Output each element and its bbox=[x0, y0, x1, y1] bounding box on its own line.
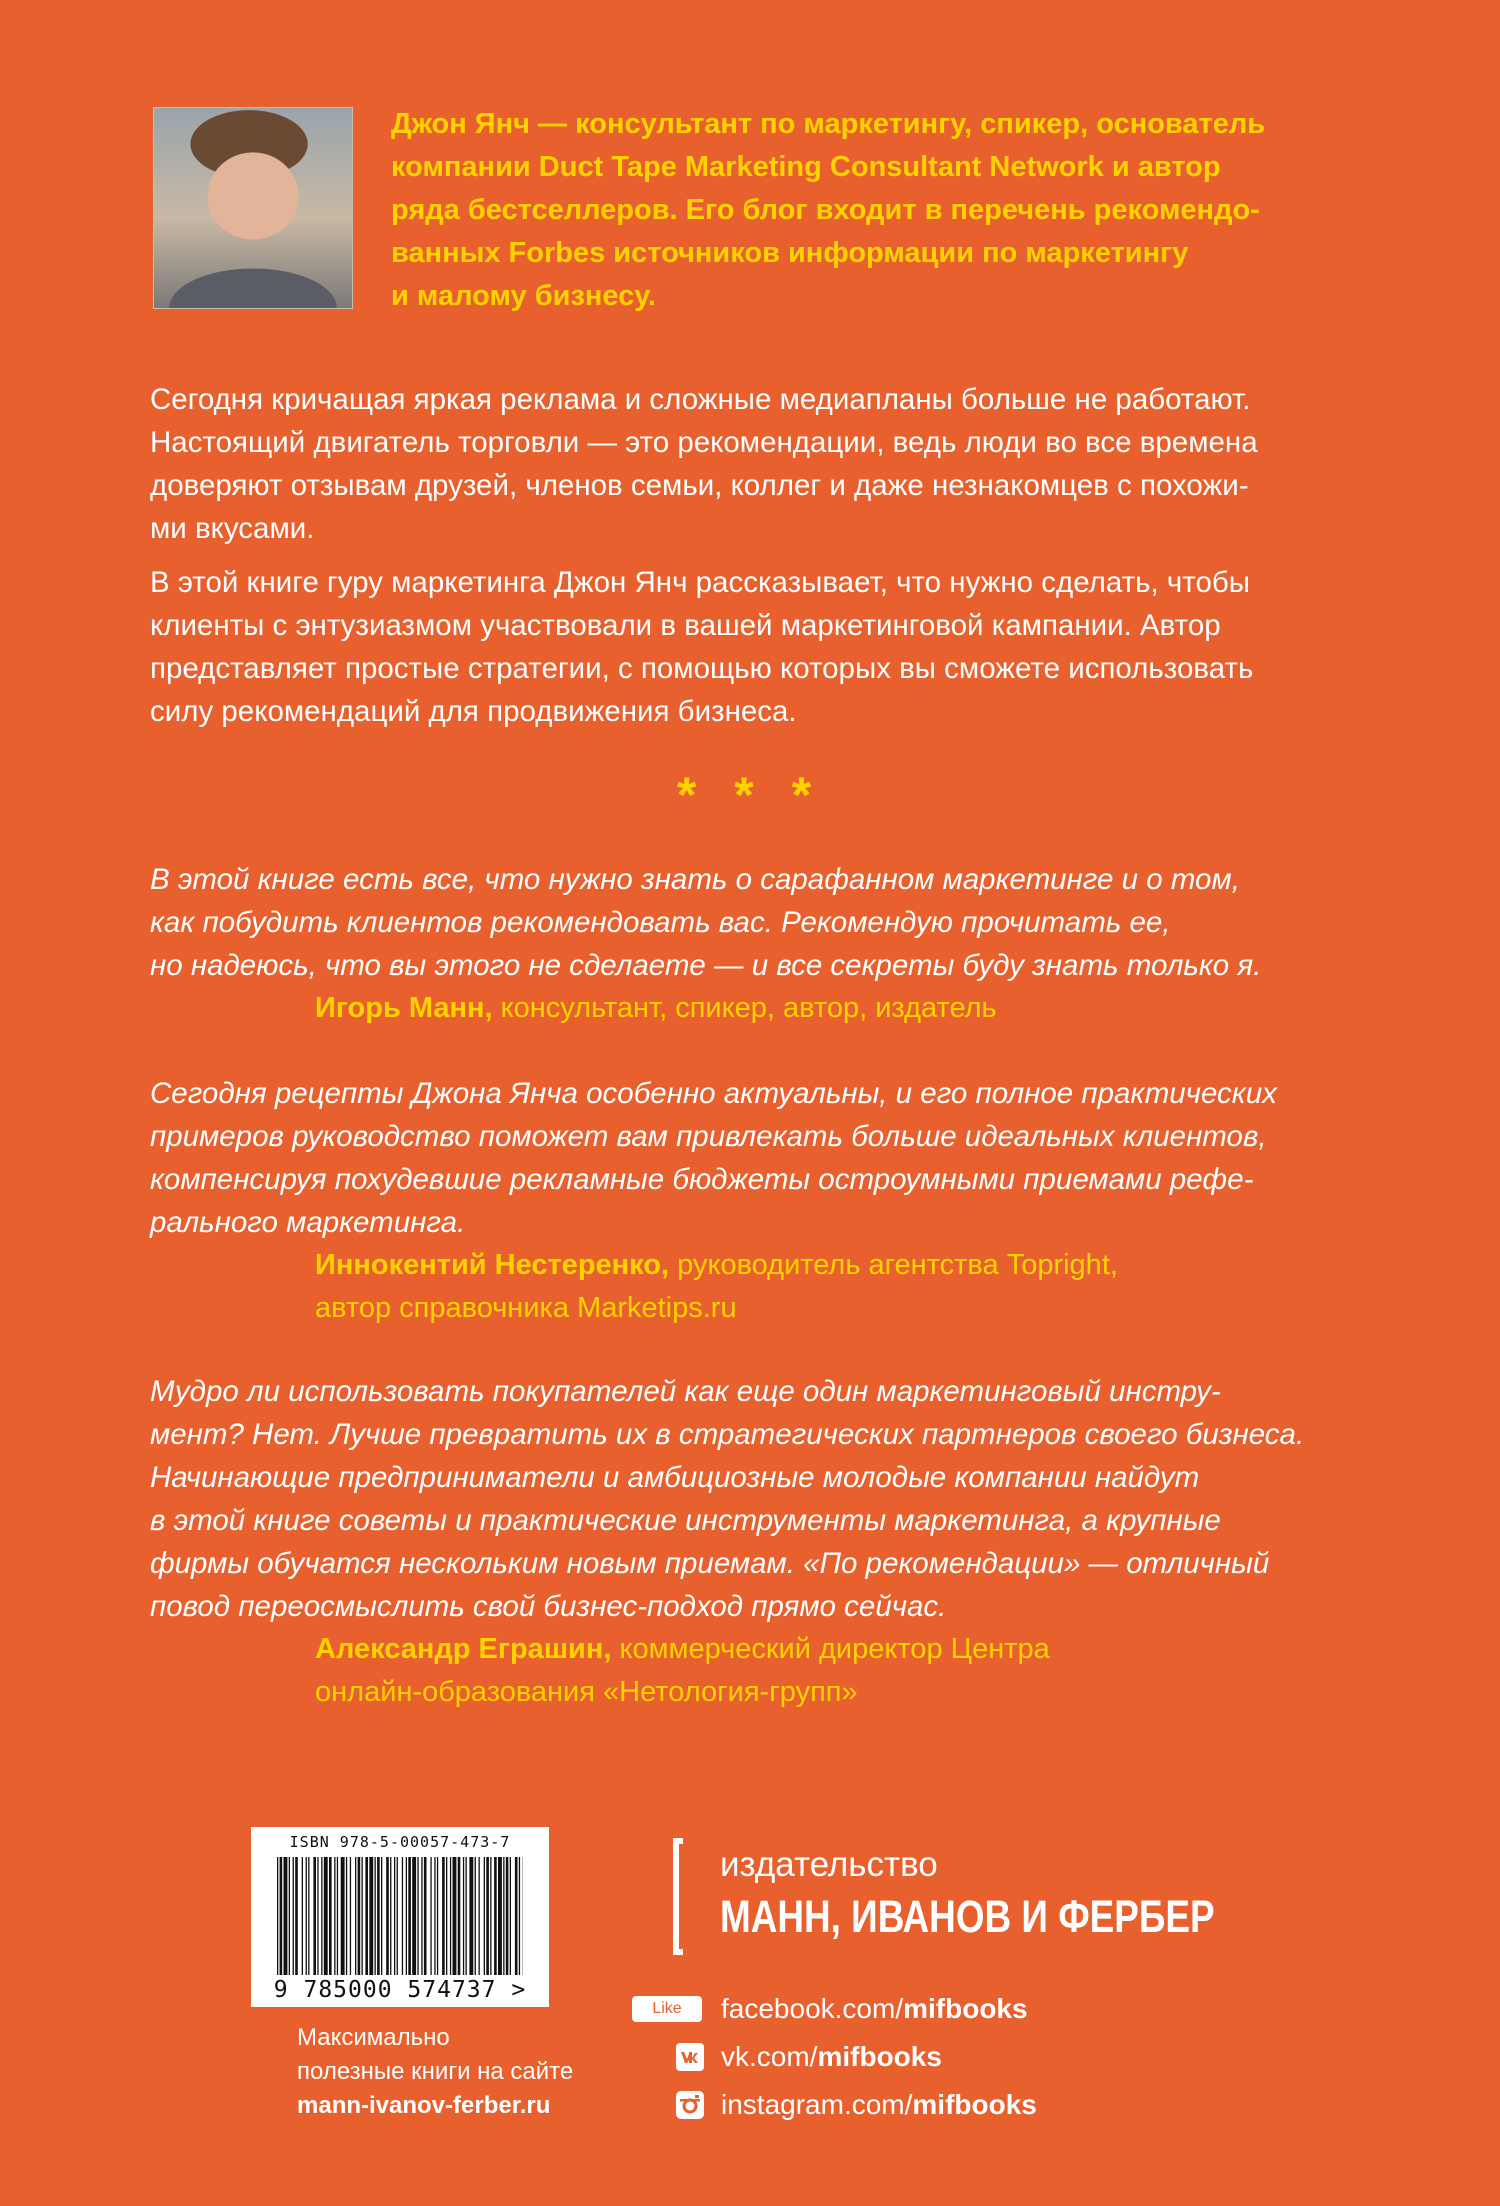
barcode-bar bbox=[458, 1857, 461, 1975]
reviewer-role: коммерческий директор Центра bbox=[611, 1633, 1050, 1665]
section-separator: * * * bbox=[676, 767, 824, 823]
book-description bbox=[150, 378, 1380, 733]
social-prefix: facebook.com/ bbox=[721, 1993, 904, 2024]
barcode-bar bbox=[289, 1857, 290, 1975]
like-icon: Like bbox=[632, 1996, 702, 2022]
reviewer-role: руководитель агентства Topright, bbox=[669, 1249, 1118, 1281]
social-handle: mifbooks bbox=[912, 2089, 1037, 2120]
quote-line: повод переосмыслить свой бизнес-подход прямо сейчас. bbox=[150, 1590, 947, 1623]
barcode-bar bbox=[375, 1857, 376, 1975]
social-prefix: instagram.com/ bbox=[721, 2089, 913, 2120]
reviewer-role: консультант, спикер, автор, издатель bbox=[492, 992, 997, 1024]
barcode-bar bbox=[346, 1857, 347, 1975]
barcode-bar bbox=[437, 1857, 438, 1975]
barcode-bar bbox=[358, 1857, 361, 1975]
bio-line: ряда бестселлеров. Его блог входит в перечень рекомендо- bbox=[391, 194, 1260, 226]
social-prefix: vk.com/ bbox=[721, 2041, 818, 2072]
bio-line: компании Duct Tape Marketing Consultant Network и автор bbox=[391, 151, 1221, 183]
reviewer-name: Игорь Манн, bbox=[315, 992, 493, 1024]
barcode-bar bbox=[313, 1857, 316, 1975]
description-line: ми вкусами. bbox=[150, 512, 315, 545]
barcode-bar bbox=[337, 1857, 338, 1975]
barcode-bar bbox=[406, 1857, 407, 1975]
instagram-icon bbox=[676, 2090, 704, 2118]
barcode-bar bbox=[397, 1857, 398, 1975]
bio-line: Джон Янч — консультант по маркетингу, спикер, основатель bbox=[391, 108, 1266, 140]
barcode-bar bbox=[280, 1857, 283, 1975]
barcode-bar bbox=[329, 1857, 332, 1975]
isbn-barcode bbox=[251, 1827, 549, 2007]
barcode-bar bbox=[350, 1857, 351, 1975]
barcode-bar bbox=[306, 1857, 307, 1975]
description-line: Сегодня кричащая яркая реклама и сложные медиапланы больше не работают. bbox=[150, 383, 1251, 416]
quote-line: В этой книге есть все, что нужно знать о сарафанном маркетинге и о том, bbox=[150, 863, 1240, 896]
social-handle: mifbooks bbox=[817, 2041, 942, 2072]
quote-line: Начинающие предприниматели и амбициозные молодые компании найдут bbox=[150, 1461, 1200, 1494]
barcode-bar bbox=[490, 1857, 491, 1975]
barcode-bar bbox=[484, 1857, 485, 1975]
publisher-name: МАНН, ИВАНОВ И ФЕРБЕР bbox=[720, 1891, 1215, 1942]
quote-line: фирмы обучатся нескольким новым приемам. «По рекомендации» — отличный bbox=[150, 1547, 1270, 1580]
quote-line: в этой книге советы и практические инструменты маркетинга, а крупные bbox=[150, 1504, 1221, 1537]
site-line: Максимально bbox=[297, 2024, 450, 2051]
barcode-bar bbox=[442, 1857, 445, 1975]
description-paragraph-1 bbox=[150, 378, 1380, 550]
description-line: клиенты с энтузиазмом участвовали в вашей маркетинговой кампании. Автор bbox=[150, 609, 1221, 642]
barcode-bar bbox=[519, 1857, 520, 1975]
barcode-bar bbox=[412, 1857, 416, 1975]
barcode-bar bbox=[341, 1857, 345, 1975]
barcode-bar bbox=[334, 1857, 335, 1975]
quote-line: мент? Нет. Лучше превратить их в стратегических партнеров своего бизнеса. bbox=[150, 1418, 1305, 1451]
barcode-bar bbox=[424, 1857, 427, 1975]
quote-3-attribution bbox=[315, 1628, 1315, 1714]
social-link-text bbox=[721, 2037, 942, 2077]
description-line: Настоящий двигатель торговли — это рекомендации, ведь люди во все времена bbox=[150, 426, 1258, 459]
quote-1-attribution bbox=[315, 987, 1315, 1030]
description-line: доверяют отзывам друзей, членов семьи, коллег и даже незнакомцев с похожи- bbox=[150, 469, 1249, 502]
isbn-label: ISBN 978-5-00057-473-7 bbox=[289, 1833, 511, 1851]
reviewer-role: автор справочника Marketips.ru bbox=[315, 1292, 737, 1324]
author-bio bbox=[391, 103, 1391, 318]
barcode-bar bbox=[277, 1857, 278, 1975]
barcode-bar bbox=[466, 1857, 467, 1975]
site-line: полезные книги на сайте bbox=[297, 2058, 574, 2085]
barcode-bar bbox=[417, 1857, 418, 1975]
description-line: представляет простые стратегии, с помощью которых вы сможете использовать bbox=[150, 652, 1254, 685]
reviewer-name: Александр Еграшин, bbox=[315, 1633, 612, 1665]
barcode-bar bbox=[498, 1857, 502, 1975]
barcode-bar bbox=[510, 1857, 511, 1975]
barcode-bar bbox=[381, 1857, 382, 1975]
description-paragraph-2 bbox=[150, 561, 1380, 733]
social-vk[interactable] bbox=[632, 2037, 1432, 2077]
author-photo bbox=[153, 107, 353, 309]
barcode-bar bbox=[386, 1857, 389, 1975]
social-handle: mifbooks bbox=[903, 1993, 1028, 2024]
quote-line: Мудро ли использовать покупателей как еще один маркетинговый инстру- bbox=[150, 1375, 1221, 1408]
barcode-bar bbox=[362, 1857, 363, 1975]
vk-icon bbox=[676, 2042, 704, 2070]
barcode-bar bbox=[321, 1857, 322, 1975]
barcode-bar bbox=[365, 1857, 368, 1975]
website-promo bbox=[297, 2021, 597, 2123]
barcode-bar bbox=[302, 1857, 303, 1975]
barcode-bar bbox=[408, 1857, 411, 1975]
bio-line: ванных Forbes источников информации по маркетингу bbox=[391, 237, 1189, 269]
reviewer-role: онлайн-образования «Нетология-групп» bbox=[315, 1676, 858, 1708]
quote-3 bbox=[150, 1370, 1380, 1628]
barcode-bar bbox=[479, 1857, 480, 1975]
barcode-bars bbox=[277, 1857, 523, 1975]
barcode-bar bbox=[295, 1857, 298, 1975]
barcode-bar bbox=[450, 1857, 451, 1975]
barcode-bar bbox=[463, 1857, 464, 1975]
quote-2 bbox=[150, 1072, 1380, 1244]
site-url[interactable]: mann-ivanov-ferber.ru bbox=[297, 2092, 551, 2119]
social-instagram[interactable] bbox=[632, 2085, 1432, 2125]
reviewer-name: Иннокентий Нестеренко, bbox=[315, 1249, 670, 1281]
barcode-bar bbox=[308, 1857, 309, 1975]
quote-line: но надеюсь, что вы этого не сделаете — и все секреты буду знать только я. bbox=[150, 949, 1262, 982]
barcode-bar bbox=[486, 1857, 489, 1975]
barcode-bar bbox=[377, 1857, 380, 1975]
barcode-bar bbox=[503, 1857, 504, 1975]
publisher-label: издательство bbox=[720, 1845, 938, 1884]
social-link-text bbox=[721, 1989, 1028, 2029]
description-line: В этой книге гуру маркетинга Джон Янч рассказывает, что нужно сделать, чтобы bbox=[150, 566, 1250, 599]
barcode-bar bbox=[402, 1857, 403, 1975]
social-link-text bbox=[721, 2085, 1037, 2125]
quote-line: компенсируя похудевшие рекламные бюджеты остроумными приемами рефе- bbox=[150, 1163, 1254, 1196]
barcode-bar bbox=[324, 1857, 328, 1975]
barcode-bar bbox=[430, 1857, 431, 1975]
barcode-bar bbox=[284, 1857, 288, 1975]
barcode-bar bbox=[475, 1857, 476, 1975]
barcode-bar bbox=[506, 1857, 509, 1975]
barcode-bar bbox=[515, 1857, 518, 1975]
barcode-bar bbox=[469, 1857, 473, 1975]
isbn-number: 9 785000 574737 > bbox=[273, 1977, 527, 2003]
barcode-bar bbox=[369, 1857, 373, 1975]
barcode-bar bbox=[446, 1857, 447, 1975]
barcode-bar bbox=[293, 1857, 294, 1975]
description-line: силу рекомендаций для продвижения бизнеса. bbox=[150, 695, 797, 728]
publisher-bracket bbox=[673, 1838, 683, 1955]
barcode-bar bbox=[434, 1857, 435, 1975]
quote-1 bbox=[150, 858, 1380, 987]
barcode-bar bbox=[394, 1857, 395, 1975]
quote-line: как побудить клиентов рекомендовать вас. Рекомендую прочитать ее, bbox=[150, 906, 1171, 939]
quote-line: примеров руководство поможет вам привлекать больше идеальных клиентов, bbox=[150, 1120, 1267, 1153]
barcode-bar bbox=[494, 1857, 497, 1975]
quote-2-attribution bbox=[315, 1244, 1315, 1330]
barcode-bar bbox=[453, 1857, 457, 1975]
barcode-bar bbox=[317, 1857, 318, 1975]
quote-line: Сегодня рецепты Джона Янча особенно актуальны, и его полное практических bbox=[150, 1077, 1277, 1110]
barcode-bar bbox=[390, 1857, 391, 1975]
barcode-bar bbox=[421, 1857, 422, 1975]
barcode-bar bbox=[355, 1857, 356, 1975]
bio-line: и малому бизнесу. bbox=[391, 280, 656, 312]
quote-line: рального маркетинга. bbox=[150, 1206, 466, 1239]
social-facebook[interactable] bbox=[632, 1989, 1432, 2029]
